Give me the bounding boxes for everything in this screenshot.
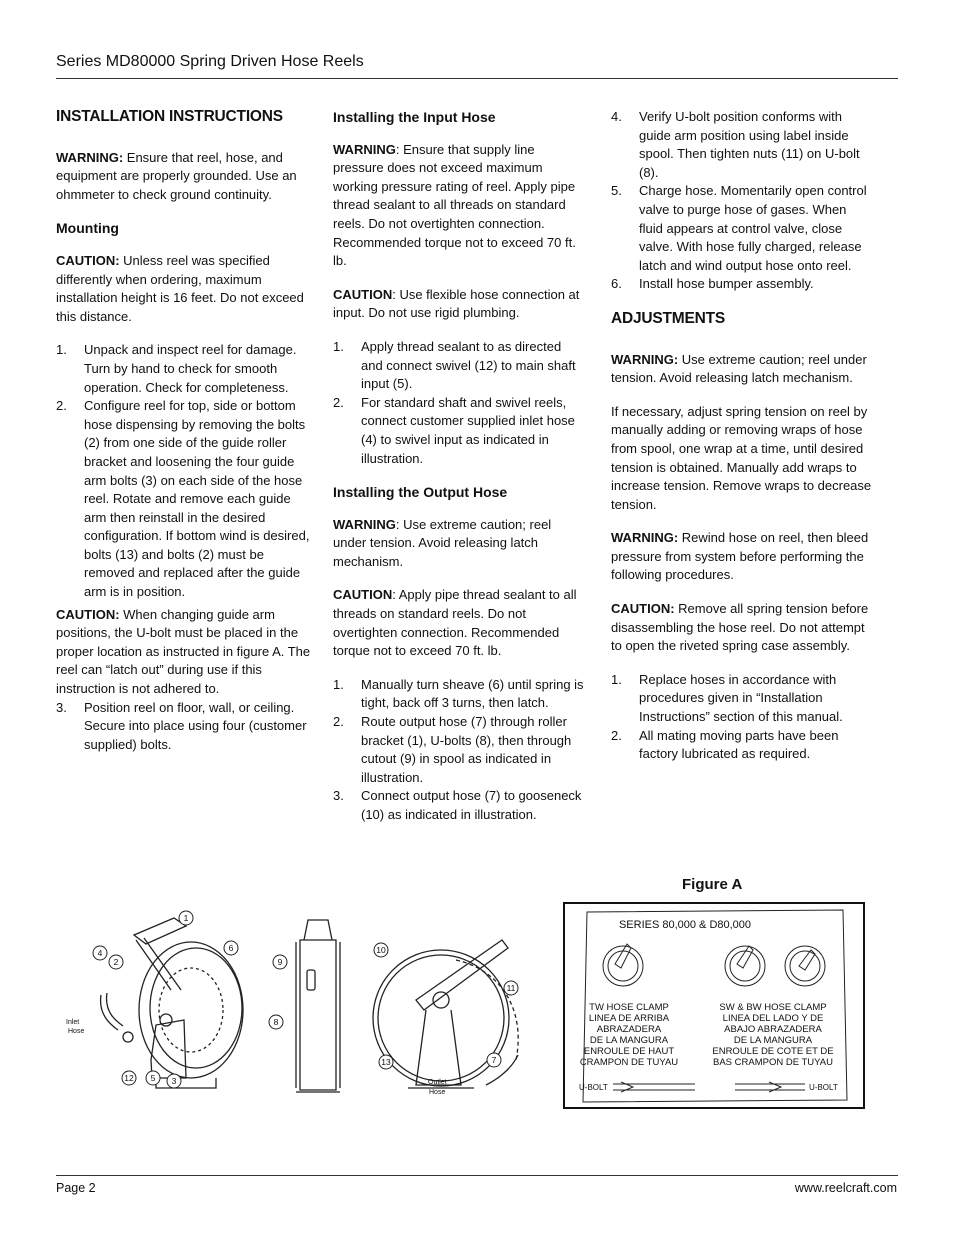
ubolt-left-label: U-BOLT <box>579 1083 608 1092</box>
installation-heading: INSTALLATION INSTRUCTIONS <box>56 108 283 125</box>
callout-5: 5 <box>150 1073 156 1083</box>
list-item: 1. Unpack and inspect reel for damage. Turn by hand to check for smooth operation. Check for completeness. <box>56 342 297 395</box>
label-left-line: DE LA MANGURA <box>589 1035 669 1046</box>
list-item: 4. Verify U-bolt position conforms with guide arm position using label inside spool. Then tighten nuts (11) on U-bolt (8). <box>611 109 860 180</box>
callout-11: 11 <box>506 983 516 993</box>
callout-7: 7 <box>491 1055 497 1065</box>
label-right-line: ABAJO ABRAZADERA <box>724 1024 822 1035</box>
list-item: 3. Connect output hose (7) to gooseneck (10) as indicated in illustration. <box>333 788 582 822</box>
output-steps <box>333 676 585 825</box>
callout-6: 6 <box>228 943 234 953</box>
list-item: 2. Route output hose (7) through roller bracket (1), U-bolts (8), then through cutout (9) in spool as indicated in illustration. <box>333 714 572 785</box>
callout-9: 9 <box>277 957 283 967</box>
label-right-line: DE LA MANGURA <box>733 1035 813 1046</box>
warning-paragraph: WARNING: Rewind hose on reel, then bleed pressure from system before performing the following procedures. <box>611 530 869 583</box>
mounting-heading: Mounting <box>56 220 119 237</box>
outlet-hose-label-1: Outlet <box>428 1079 447 1086</box>
label-series-title: SERIES 80,000 & D80,000 <box>618 919 752 931</box>
callout-8: 8 <box>273 1017 279 1027</box>
adjustments-heading: ADJUSTMENTS <box>611 309 726 327</box>
label-right-line: SW & BW HOSE CLAMP <box>719 1002 827 1013</box>
label-left-line: CRAMPON DE TUYAU <box>579 1057 679 1068</box>
mounting-steps <box>56 341 314 601</box>
output-hose-heading: Installing the Output Hose <box>333 484 508 501</box>
page-number: Page 2 <box>56 1181 96 1195</box>
label-right-line: LINEA DEL LADO Y DE <box>722 1013 824 1024</box>
caution-paragraph: CAUTION: Remove all spring tension before disassembling the hose reel. Do not attempt to open the riveted spring case assembly. <box>611 601 869 654</box>
caution-paragraph: CAUTION: Apply pipe thread sealant to all threads on standard reels. Do not overtighten connection. Recommended torque not to exceed 70 ft. lb. <box>333 587 577 659</box>
callout-1: 1 <box>183 913 189 923</box>
inlet-hose-label-1: Inlet <box>66 1019 80 1026</box>
warning-paragraph: WARNING: Ensure that supply line pressure does not exceed maximum working pressure rating of reel. Apply pipe thread sealant to all threads on standard reels. Do not overtighten connection. Recommended torque not to exceed 70 ft. lb. <box>333 141 576 269</box>
callout-10: 10 <box>376 945 386 955</box>
callout-2: 2 <box>113 957 119 967</box>
list-item: 1. Apply thread sealant to as directed and connect swivel (12) to main shaft input (5). <box>333 338 576 392</box>
label-right-line: ENROULE DE COTE ET DE <box>712 1046 834 1057</box>
hose-reel-illustration <box>56 900 536 1110</box>
figure-a-box <box>563 902 865 1109</box>
mounting-steps-cont <box>56 699 314 755</box>
label-left-line: ABRAZADERA <box>596 1024 662 1035</box>
list-item: 3. Position reel on floor, wall, or ceiling. Secure into place using four (customer supplied) bolts. <box>56 699 307 752</box>
warning-paragraph: WARNING: Ensure that reel, hose, and equipment are properly grounded. Use an ohmmeter to check ground continuity. <box>56 149 297 202</box>
list-item: 2. Configure reel for top, side or bottom hose dispensing by removing the bolts (2) from one side of the guide roller bracket and loosening the four guide arm bolts (3) on each side of the hose reel. Rotate and remove each guide arm then reinstall in the desired configuration. If bottom wind is desired, bolts (13) and bolts (2) must be removed and replaced after the guide arm is in position. <box>56 398 310 600</box>
list-item: 5. Charge hose. Momentarily open control valve to purge hose of gases. When fluid appears at control valve, close valve. With hose fully charged, release latch and wind output hose onto reel. <box>611 183 867 273</box>
input-steps <box>333 338 585 468</box>
label-left-line: LINEA DE ARRIBA <box>588 1013 670 1024</box>
label-left-line: TW HOSE CLAMP <box>589 1002 669 1013</box>
caution-paragraph: CAUTION: Unless reel was specified differently when ordering, maximum installation height is 16 feet. Do not exceed this distance. <box>56 252 304 324</box>
ubolt-right-label: U-BOLT <box>809 1083 838 1092</box>
page-header-title: Series MD80000 Spring Driven Hose Reels <box>56 53 364 70</box>
callout-13: 13 <box>381 1057 391 1067</box>
column-hoses <box>333 108 585 829</box>
adjust-steps <box>611 671 873 764</box>
list-item: 2. All mating moving parts have been factory lubricated as required. <box>611 727 839 762</box>
list-item: 2. For standard shaft and swivel reels, connect customer supplied inlet hose (4) to swivel input as indicated in illustration. <box>333 394 575 466</box>
warning-paragraph: WARNING: Use extreme caution; reel under tension. Avoid releasing latch mechanism. <box>333 516 552 569</box>
output-steps-cont <box>611 108 873 294</box>
website-url: www.reelcraft.com <box>794 1181 897 1195</box>
input-hose-heading: Installing the Input Hose <box>333 109 496 125</box>
callout-12: 12 <box>124 1073 134 1083</box>
column-adjustments <box>611 108 873 768</box>
label-right-line: BAS CRAMPON DE TUYAU <box>712 1057 834 1068</box>
column-installation <box>56 108 314 758</box>
callout-4: 4 <box>97 948 103 958</box>
list-item: 6. Install hose bumper assembly. <box>611 276 814 292</box>
tension-paragraph: If necessary, adjust spring tension on reel by manually adding or removing wraps of hose from spool, one wrap at a time, until desired tension is obtained. Manually add wraps to increase tension. Remove wraps to decrease tension. <box>611 403 872 512</box>
list-item: 1. Replace hoses in accordance with procedures given in “Installation Instructions” section of this manual. <box>611 671 843 725</box>
label-left-line: ENROULE DE HAUT <box>583 1046 675 1057</box>
footer-rule <box>56 1175 898 1176</box>
warning-paragraph: WARNING: Use extreme caution; reel under tension. Avoid releasing latch mechanism. <box>611 351 867 386</box>
caution-paragraph: CAUTION: Use flexible hose connection at input. Do not use rigid plumbing. <box>333 286 580 321</box>
ubolt-position-label <box>565 904 863 1107</box>
caution-guide-arm: CAUTION: When changing guide arm positions, the U-bolt must be placed in the proper location as instructed in figure A. The reel can “latch out” during use if this instruction is not adhered to. <box>56 606 311 697</box>
header-rule <box>56 78 898 79</box>
callout-3: 3 <box>171 1076 177 1086</box>
figure-a-label: Figure A <box>682 876 743 893</box>
list-item: 1. Manually turn sheave (6) until spring is tight, back off 3 turns, then latch. <box>333 676 584 711</box>
outlet-hose-label-2: Hose <box>429 1089 446 1096</box>
inlet-hose-label-2: Hose <box>68 1028 85 1035</box>
